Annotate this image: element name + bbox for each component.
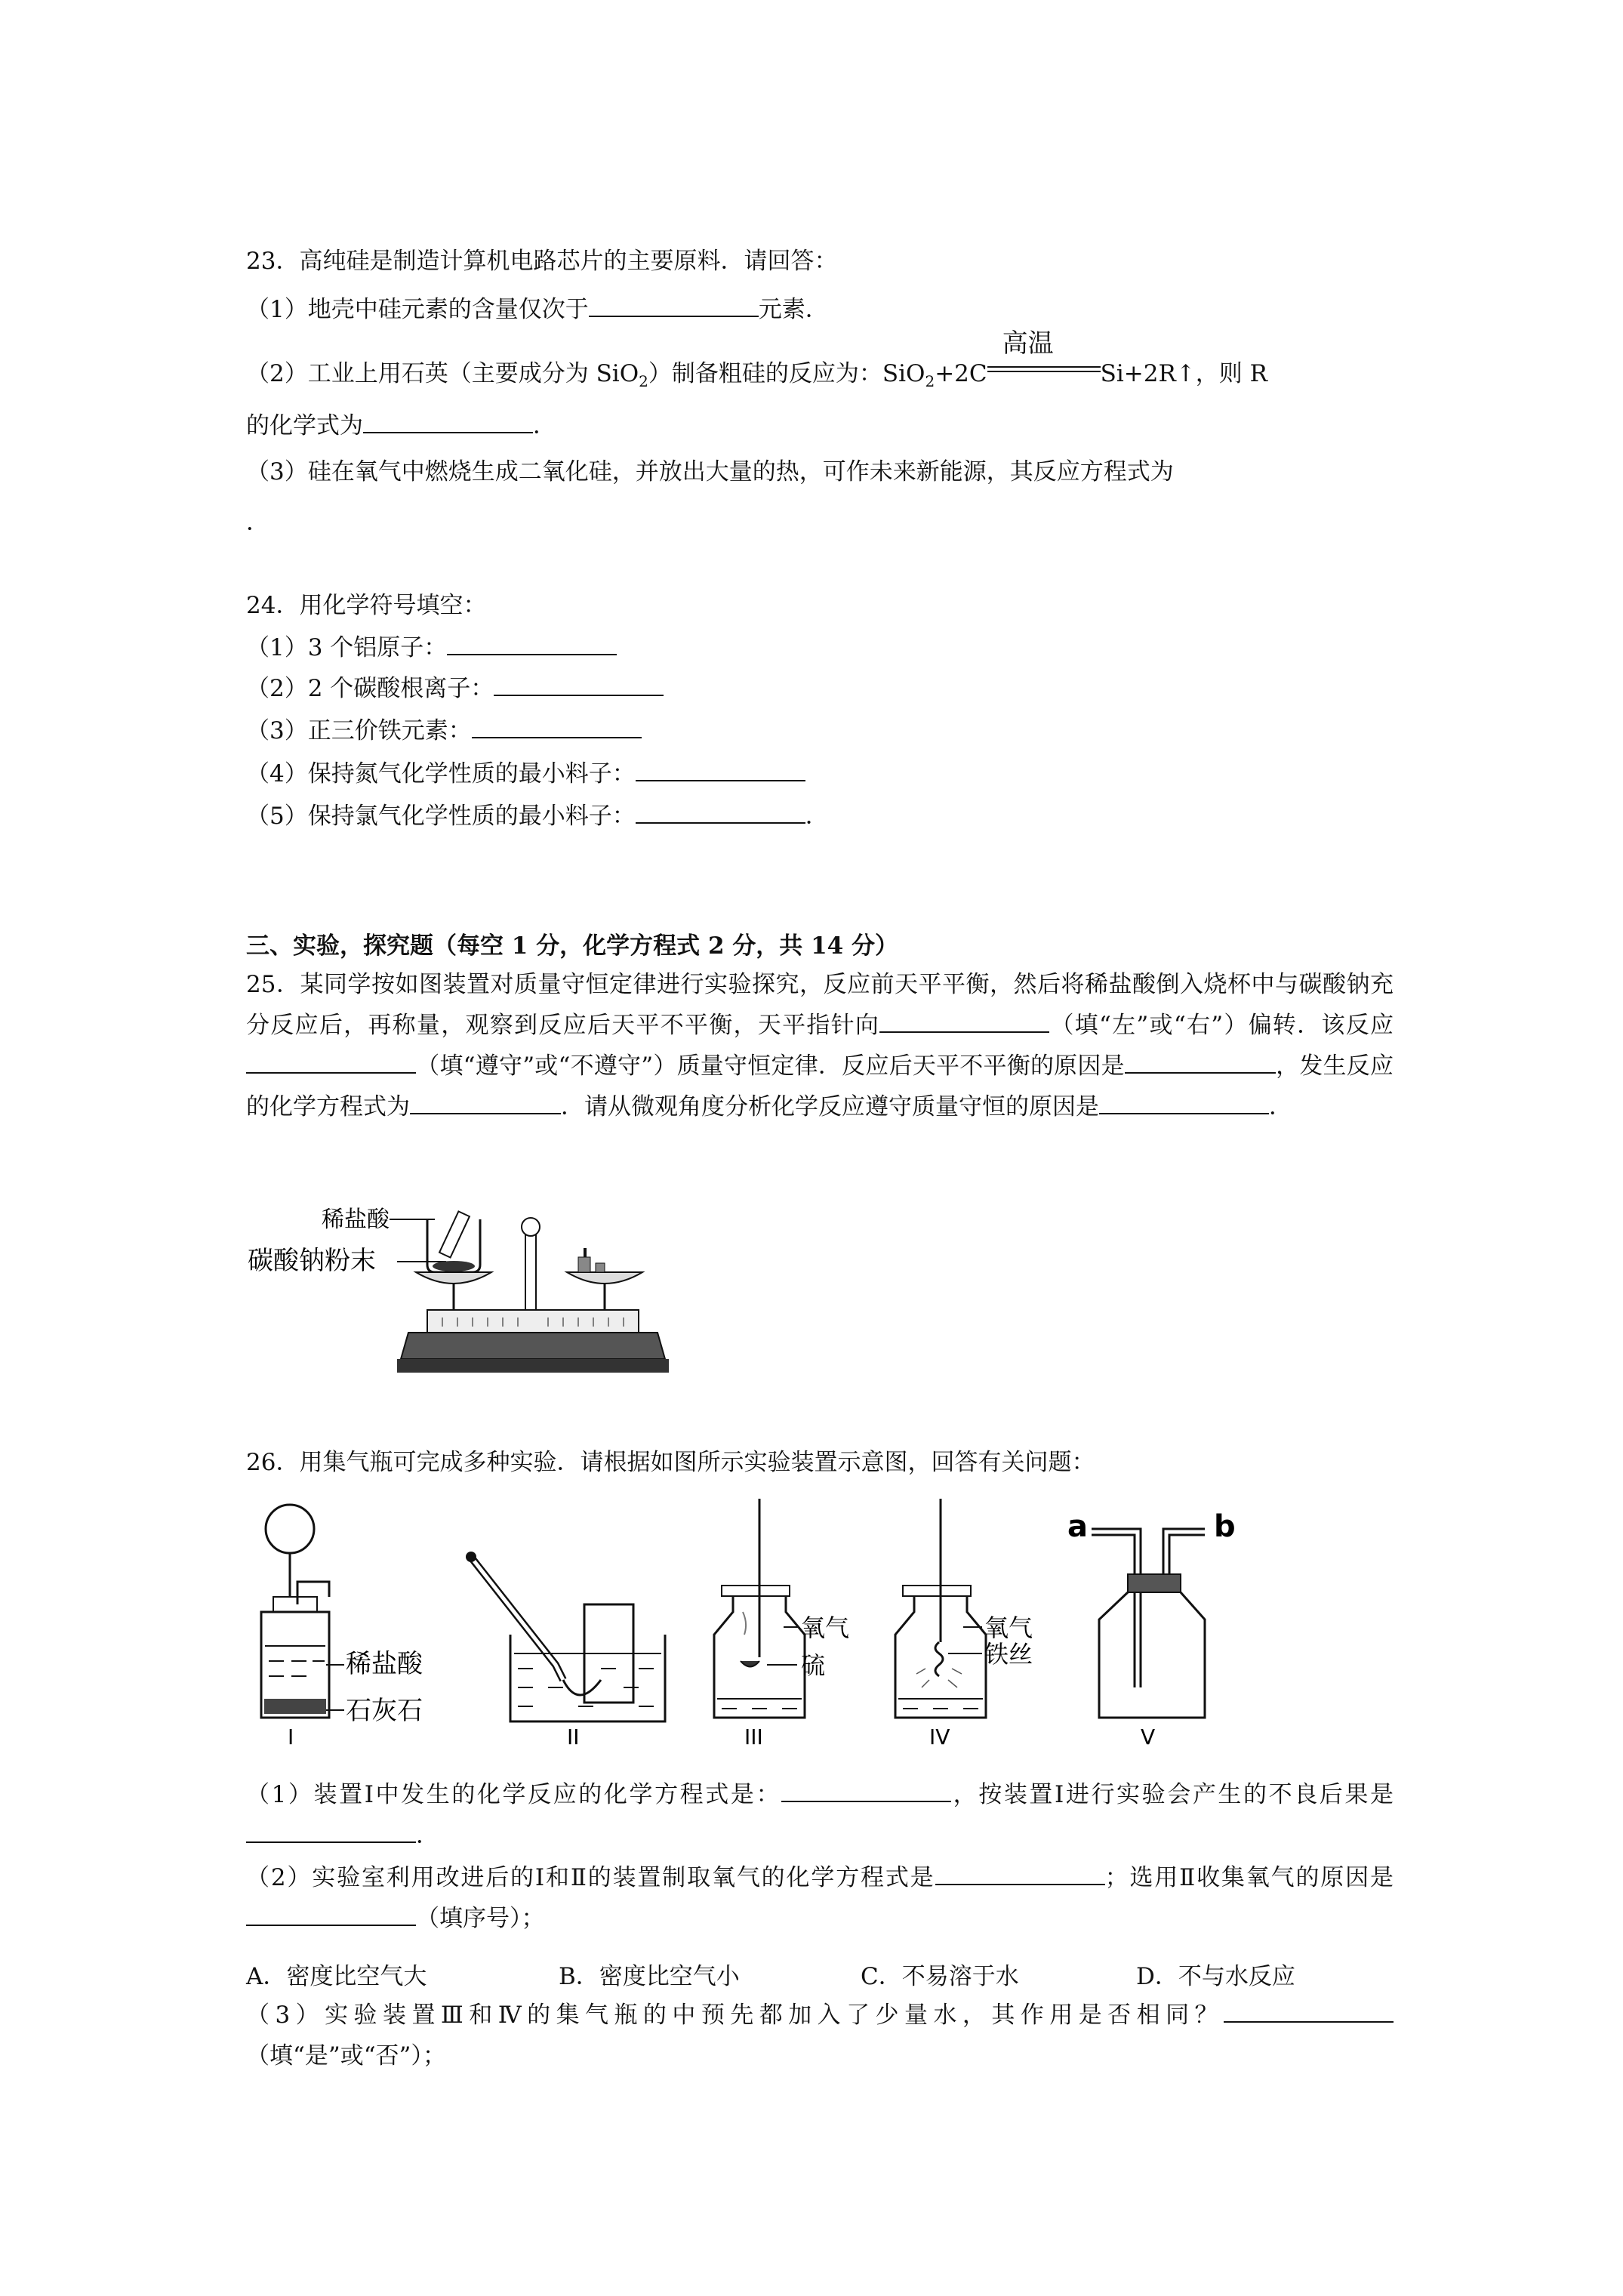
answer-blank[interactable] <box>246 1823 416 1843</box>
label-limestone: 石灰石 <box>346 1696 423 1726</box>
q26-stem: 26．用集气瓶可完成多种实验．请根据如图所示实验装置示意图，回答有关问题： <box>246 1449 1095 1476</box>
answer-blank[interactable] <box>1099 1095 1269 1114</box>
q23-part1: （1）地壳中硅元素的含量仅次于 元素． <box>246 296 829 323</box>
answer-blank[interactable] <box>410 1095 561 1114</box>
apparatus-4 <box>895 1499 1033 1748</box>
section-heading: 三、实验，探究题（每空 1 分，化学方程式 2 分，共 14 分） <box>246 932 899 960</box>
answer-blank[interactable] <box>589 297 759 317</box>
roman-numeral: III <box>744 1724 763 1748</box>
apparatus-5 <box>1067 1509 1236 1748</box>
label-iron-wire: 铁丝 <box>984 1640 1033 1669</box>
answer-blank[interactable] <box>636 804 805 824</box>
label-oxygen: 氧气 <box>801 1613 850 1642</box>
q26-part1: （1）装置Ⅰ中发生的化学反应的化学方程式是： ，按装置Ⅰ进行实验会产生的不良后果是． <box>246 1781 1394 1849</box>
label-oxygen: 氧气 <box>984 1613 1033 1642</box>
answer-blank[interactable] <box>363 414 533 433</box>
q24-item: （5）保持氯气化学性质的最小料子： ． <box>246 803 829 830</box>
reaction-condition: 高温 <box>987 351 1101 381</box>
answer-blank[interactable] <box>472 719 642 738</box>
label-sulfur: 硫 <box>801 1651 826 1680</box>
q23-part2: （2）工业上用石英（主要成分为 SiO$_2$）制备粗硅的反应为：SiO$_2$+2C 高温 Si+2R↑，则 R <box>246 328 1267 391</box>
answer-blank[interactable] <box>494 676 664 696</box>
q24-item: （3）正三价铁元素： <box>246 716 642 746</box>
q25-body: 25．某同学按如图装置对质量守恒定律进行实验探究，反应前天平平衡，然后将稀盐酸倒入烧杯中与碳酸钠充分反应后，再称量，观察到反应后天平不平衡，天平指针向 （填“左”或“右”）偏转．该反应（填“遵守”或“不遵守”）质量守恒定律．反应后天平不平衡的原因是 ，发生反应的化学方程式为 ．请从微观角度分析化学反应遵守质量守恒的原因是 ． <box>246 971 1394 1120</box>
label-a: a <box>1067 1509 1088 1544</box>
answer-blank[interactable] <box>636 762 805 781</box>
answer-blank[interactable] <box>1224 2003 1394 2023</box>
option-a: A．密度比空气大 <box>246 1963 427 1990</box>
apparatus-figure <box>246 1499 1273 1748</box>
label-b: b <box>1214 1509 1236 1544</box>
answer-blank[interactable] <box>246 1054 416 1074</box>
option-d: D．不与水反应 <box>1136 1963 1295 1990</box>
roman-numeral: I <box>288 1724 294 1748</box>
q23-part2-cont: 的化学式为 ． <box>246 412 556 439</box>
label-dilute-hcl: 稀盐酸 <box>322 1207 390 1233</box>
roman-numeral: IV <box>929 1724 950 1748</box>
apparatus-1 <box>261 1505 423 1748</box>
option-b: B．密度比空气小 <box>559 1963 740 1990</box>
q26-part2: （2）实验室利用改进后的Ⅰ和Ⅱ的装置制取氧气的化学方程式是 ；选用Ⅱ收集氧气的原因是（填序号）； <box>246 1864 1394 1932</box>
answer-blank[interactable] <box>781 1783 951 1802</box>
option-c: C．不易溶于水 <box>861 1963 1019 1990</box>
q23-part3-end: ． <box>246 509 269 536</box>
apparatus-3 <box>714 1499 849 1748</box>
q24-item: （4）保持氮气化学性质的最小料子： <box>246 759 805 789</box>
label-sodium-carbonate: 碳酸钠粉末 <box>248 1246 376 1276</box>
balance-figure <box>246 1197 669 1378</box>
q24-stem: 24．用化学符号填空： <box>246 592 487 619</box>
answer-blank[interactable] <box>1125 1054 1276 1074</box>
q24-item: （1）3 个铝原子： <box>246 633 617 663</box>
answer-blank[interactable] <box>447 636 617 655</box>
q23-stem: 23．高纯硅是制造计算机电路芯片的主要原料．请回答： <box>246 248 838 275</box>
answer-blank[interactable] <box>879 1013 1049 1033</box>
roman-numeral: V <box>1141 1724 1156 1748</box>
q24-item: （2）2 个碳酸根离子： <box>246 673 664 704</box>
label-dilute-hcl: 稀盐酸 <box>346 1649 423 1679</box>
q23-part3: （3）硅在氧气中燃烧生成二氧化硅，并放出大量的热，可作未来新能源，其反应方程式为 <box>246 458 1174 485</box>
answer-blank[interactable] <box>935 1866 1105 1885</box>
q26-part3: （3）实验装置Ⅲ和Ⅳ的集气瓶的中预先都加入了少量水，其作用是否相同？（填“是”或“否”）； <box>246 1995 1394 2076</box>
answer-blank[interactable] <box>246 1906 416 1926</box>
roman-numeral: II <box>567 1724 580 1748</box>
apparatus-2 <box>466 1552 665 1748</box>
